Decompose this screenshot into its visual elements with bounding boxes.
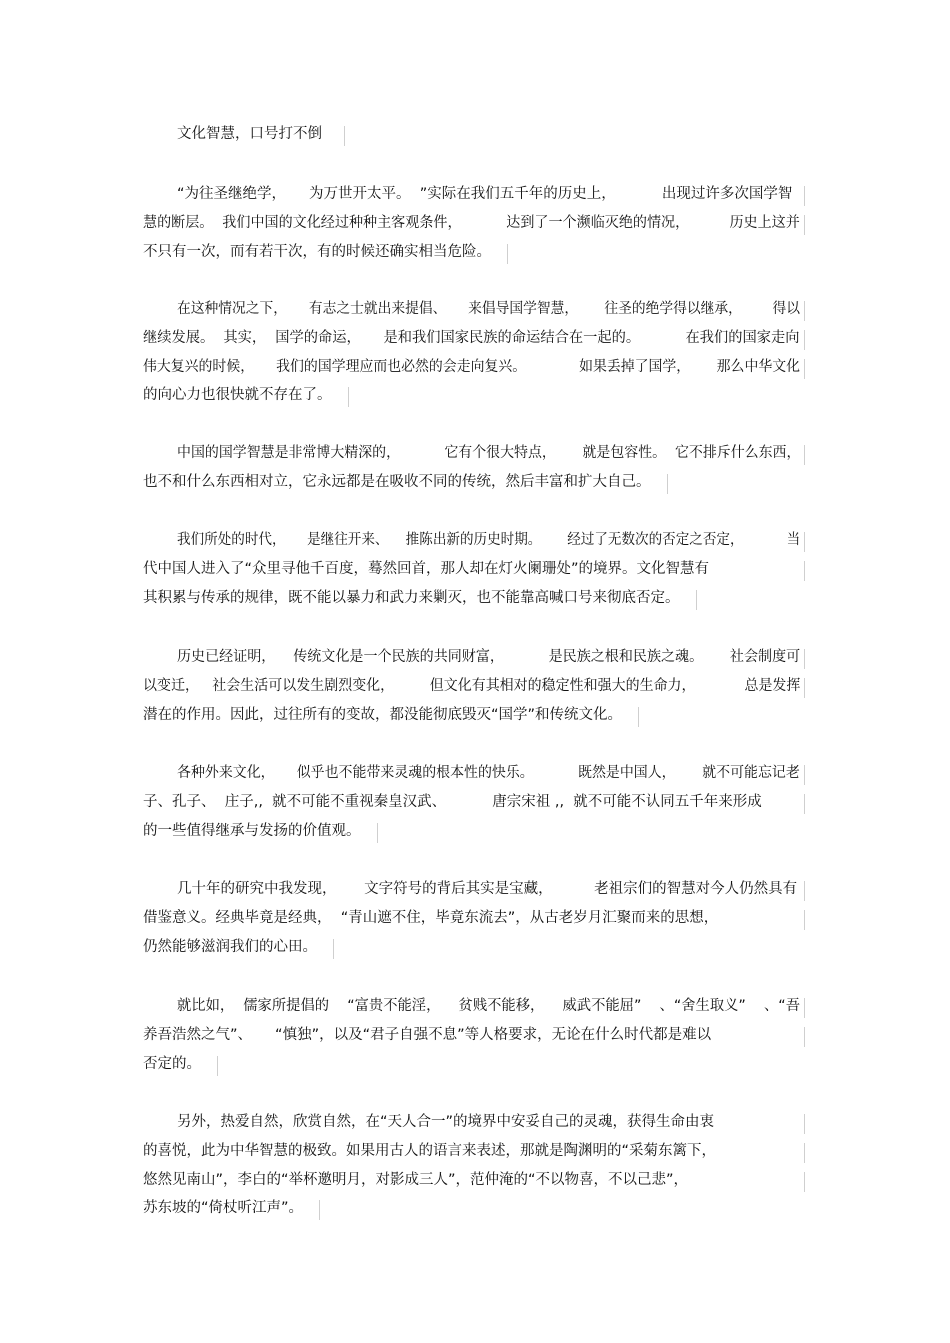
paragraph-line: 就比如， 儒家所提倡的 “富贵不能淫， 贫贱不能移， 威武不能屈” 、“舍生取义” 、“吾 <box>177 998 800 1014</box>
line-end-marker <box>804 998 805 1018</box>
paragraph-line: 我们所处的时代， 是继往开来、 推陈出新的历史时期。 经过了无数次的否定之否定， 当 <box>177 532 801 548</box>
paragraph-line: 也不和什么东西相对立，它永远都是在吸收不同的传统，然后丰富和扩大自己。 <box>143 473 651 490</box>
paragraph-line: 仍然能够滋润我们的心田。 <box>143 938 317 955</box>
paragraph-line: 几十年的研究中我发现， 文字符号的背后其实是宝藏， 老祖宗们的智慧对今人仍然具有 <box>177 881 798 897</box>
paragraph-line: 慧的断层。 我们中国的文化经过种种主客观条件， 达到了一个濒临灭绝的情况， 历史上这并 <box>143 214 800 231</box>
paragraph-line: 伟大复兴的时候， 我们的国学理应而也必然的会走向复兴。 如果丢掉了国学， 那么中华文化 <box>143 358 800 375</box>
line-end-marker <box>804 445 805 465</box>
line-end-marker <box>804 359 805 379</box>
paragraph-line: 悠然见南山”，李白的“举杯邀明月，对影成三人”，范仲淹的“不以物喜，不以己悲”， <box>143 1171 689 1188</box>
paragraph-line: 否定的。 <box>143 1055 201 1072</box>
line-end-marker <box>804 1114 805 1134</box>
line-end-marker <box>804 186 805 206</box>
line-end-marker <box>804 794 805 814</box>
line-end-marker <box>507 244 508 264</box>
paragraph-line: 借鉴意义。经典毕竟是经典， “青山遮不住，毕竟东流去”，从古老岁月汇聚而来的思想， <box>143 909 719 926</box>
line-end-marker <box>804 1143 805 1163</box>
paragraph-line: 的喜悦，此为中华智慧的极致。如果用古人的语言来表述，那就是陶渊明的“采菊东篱下， <box>143 1142 717 1159</box>
line-end-marker <box>804 215 805 235</box>
document-title: 文化智慧，口号打不倒 <box>177 126 322 142</box>
line-end-marker <box>804 1027 805 1047</box>
line-end-marker <box>804 649 805 669</box>
paragraph-line: 另外，热爱自然，欣赏自然，在“天人合一”的境界中安妥自己的灵魂，获得生命由衷 <box>177 1114 715 1130</box>
line-end-marker <box>377 823 378 843</box>
paragraph-line: 历史已经证明， 传统文化是一个民族的共同财富， 是民族之根和民族之魂。 社会制度可 <box>177 649 801 665</box>
paragraph-line: 继续发展。 其实， 国学的命运， 是和我们国家民族的命运结合在一起的。 在我们的国家走向 <box>143 329 800 346</box>
line-end-marker <box>804 532 805 552</box>
paragraph-line: 中国的国学智慧是非常博大精深的， 它有个很大特点， 就是包容性。 它不排斥什么东西， <box>177 445 801 461</box>
paragraph-line: 子、孔子、 庄子,, 就不可能不重视秦皇汉武、 唐宗宋祖 ,, 就不可能不认同五千年来形成 <box>143 793 762 810</box>
line-end-marker <box>804 881 805 901</box>
paragraph-line: 代中国人进入了“众里寻他千百度，蓦然回首，那人却在灯火阑珊处”的境界。文化智慧有 <box>143 560 710 577</box>
paragraph-line: 苏东坡的“倚杖听江声”。 <box>143 1200 304 1217</box>
paragraph-line: 潜在的作用。因此，过往所有的变故，都没能彻底毁灭“国学”和传统文化。 <box>143 706 623 723</box>
paragraph-line: 不只有一次，而有若干次，有的时候还确实相当危险。 <box>143 243 491 260</box>
line-end-marker <box>804 678 805 698</box>
line-end-marker <box>638 707 639 727</box>
line-end-marker <box>344 126 345 146</box>
line-end-marker <box>804 561 805 581</box>
line-end-marker <box>696 590 697 610</box>
line-end-marker <box>804 330 805 350</box>
line-end-marker <box>804 765 805 785</box>
line-end-marker <box>804 910 805 930</box>
paragraph-line: “为往圣继绝学， 为万世开太平。 ”实际在我们五千年的历史上， 出现过许多次国学智 <box>177 186 793 202</box>
line-end-marker <box>667 474 668 494</box>
line-end-marker <box>333 939 334 959</box>
paragraph-line: 其积累与传承的规律，既不能以暴力和武力来剿灭，也不能靠高喊口号来彻底否定。 <box>143 589 680 606</box>
line-end-marker <box>804 1172 805 1192</box>
paragraph-line: 在这种情况之下， 有志之士就出来提倡、 来倡导国学智慧， 往圣的绝学得以继承， 得以 <box>177 301 800 317</box>
line-end-marker <box>319 1200 320 1220</box>
line-end-marker <box>217 1056 218 1076</box>
paragraph-line: 的向心力也很快就不存在了。 <box>143 387 332 404</box>
paragraph-line: 养吾浩然之气”、 “慎独”，以及“君子自强不息”等人格要求，无论在什么时代都是难以 <box>143 1026 712 1043</box>
line-end-marker <box>348 387 349 407</box>
paragraph-line: 各种外来文化， 似乎也不能带来灵魂的根本性的快乐。 既然是中国人， 就不可能忘记老 <box>177 765 800 781</box>
paragraph-line: 以变迁， 社会生活可以发生剧烈变化， 但文化有其相对的稳定性和强大的生命力， 总是发挥 <box>143 677 801 694</box>
paragraph-line: 的一些值得继承与发扬的价值观。 <box>143 822 361 839</box>
line-end-marker <box>804 301 805 321</box>
